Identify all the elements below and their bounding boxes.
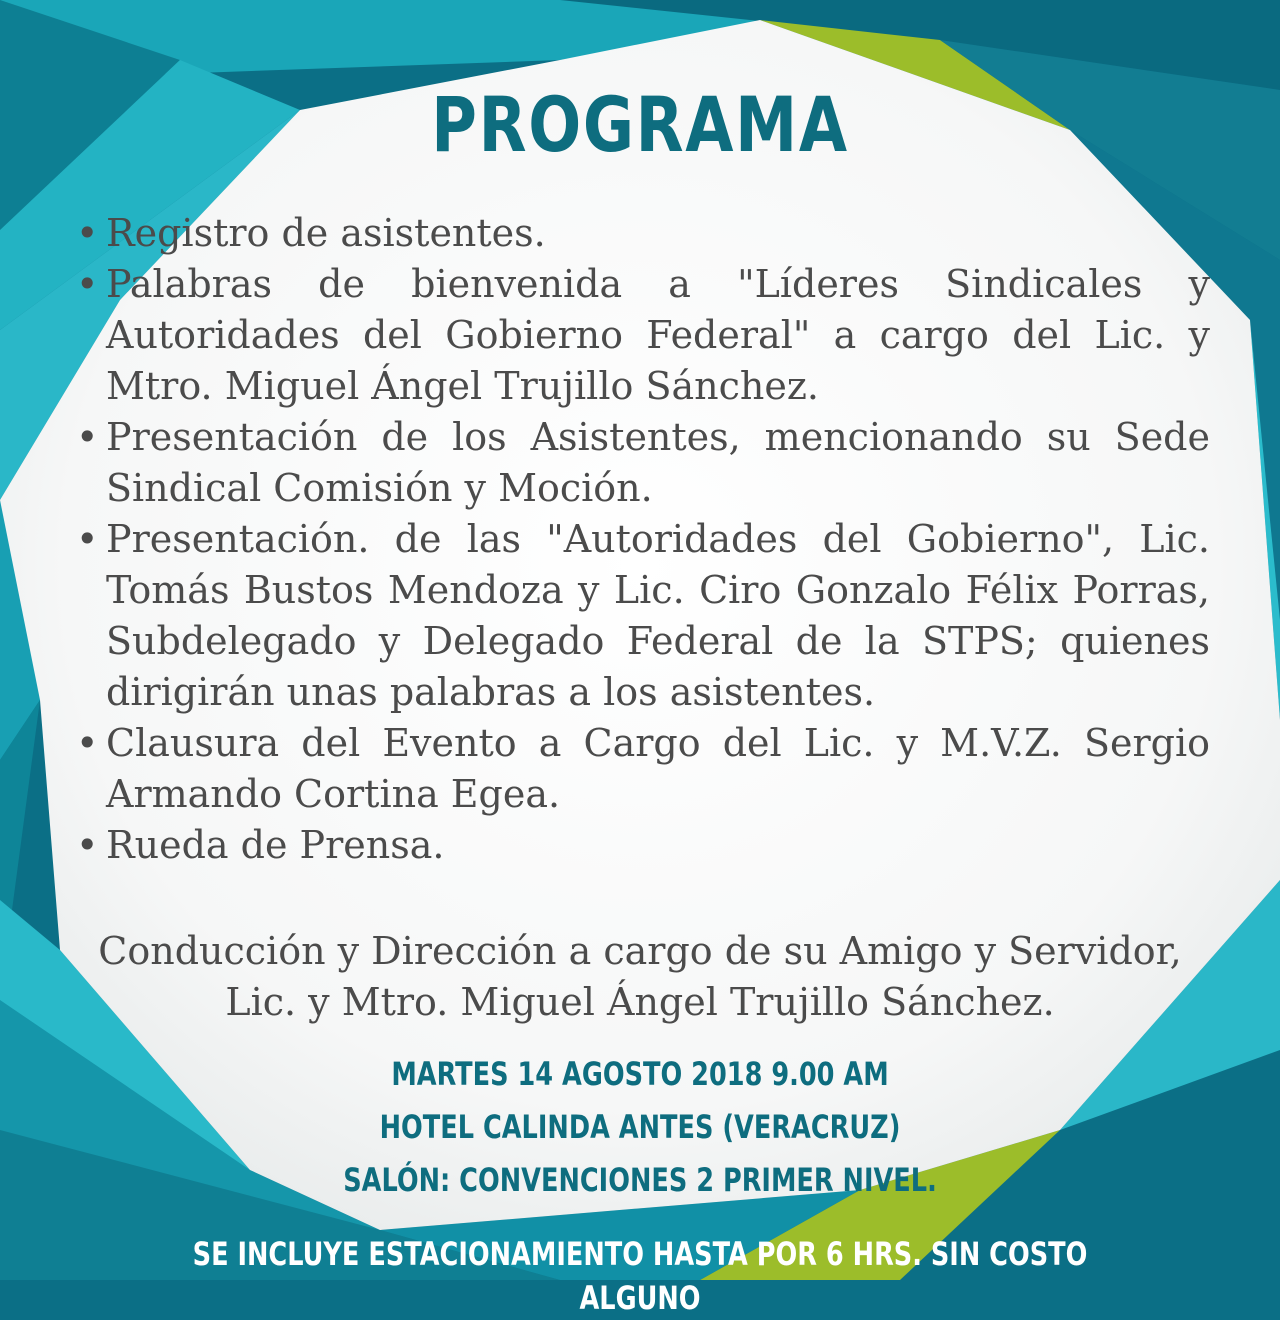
agenda-list [62, 208, 1210, 871]
agenda-item-registration: • Registro de asistentes. [62, 208, 1210, 259]
agenda-item-authorities-intro: • Presentación. de las "Autoridades del Gobierno", Lic. Tomás Bustos Mendoza y Lic. Ciro Gonzalo Félix Porras, Subdelegado y Delegado Federal de la STPS; quienes dirigirán unas palabras a los asistentes. [62, 514, 1210, 718]
conduction-line-2: Lic. y Mtro. Miguel Ángel Trujillo Sánchez. [225, 980, 1055, 1024]
agenda-item-attendee-intro: • Presentación de los Asistentes, mencionando su Sede Sindical Comisión y Moción. [62, 412, 1210, 514]
agenda-item-welcome: • Palabras de bienvenida a "Líderes Sindicales y Autoridades del Gobierno Federal" a cargo del Lic. y Mtro. Miguel Ángel Trujillo Sánchez. [62, 259, 1210, 412]
conduction-note [60, 926, 1220, 1028]
event-room: SALÓN: CONVENCIONES 2 PRIMER NIVEL. [343, 1161, 937, 1199]
event-info [0, 1048, 1280, 1207]
page-title: PROGRAMA [431, 80, 849, 169]
conduction-line-1: Conducción y Dirección a cargo de su Amigo y Servidor, [98, 929, 1182, 973]
agenda-item-press: • Rueda de Prensa. [62, 820, 1210, 871]
event-date-time: MARTES 14 AGOSTO 2018 9.00 AM [391, 1055, 889, 1093]
agenda-item-closing: • Clausura del Evento a Cargo del Lic. y M.V.Z. Sergio Armando Cortina Egea. [62, 718, 1210, 820]
event-venue: HOTEL CALINDA ANTES (VERACRUZ) [379, 1108, 901, 1146]
parking-note: SE INCLUYE ESTACIONAMIENTO HASTA POR 6 HRS. SIN COSTO ALGUNO [192, 1235, 1088, 1317]
